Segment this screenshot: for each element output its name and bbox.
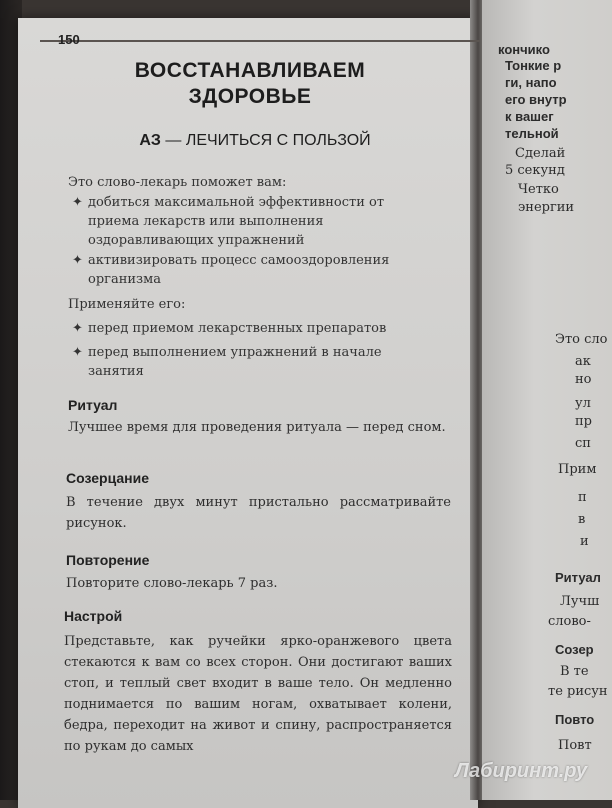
right-line: Повт: [558, 738, 592, 753]
right-line: Ритуал: [555, 570, 601, 585]
benefit-text: добиться максимальной эффективности от приема лекарств или выполнения оздоравливающих упражнений: [88, 195, 385, 248]
right-line: кончико: [498, 42, 550, 57]
benefit-item: [72, 251, 438, 289]
contemplation-heading: Созерцание: [66, 470, 150, 486]
right-line: энергии: [518, 200, 575, 215]
right-line: Повто: [555, 712, 595, 727]
repetition-text: Повторите слово-лекарь 7 раз.: [66, 576, 278, 591]
apply-text: перед приемом лекарственных препаратов: [88, 321, 387, 336]
right-line: Тонкие р: [505, 58, 562, 73]
right-line: и: [580, 534, 589, 549]
right-line: п: [578, 490, 587, 505]
ritual-heading: Ритуал: [68, 397, 118, 413]
mood-text: Представьте, как ручейки ярко-оранжевого цвета стекаются к вам со всех сторон. Они достигают ваших стоп, и теплый свет входит в ваше тело. Он медленно поднимается по вашим ногам, охватывает колени, бедра, переходит на живот и спину, распространяется по рукам до самых: [64, 634, 452, 754]
right-line: Четко: [518, 182, 559, 197]
right-line: Сделай: [515, 146, 566, 161]
right-line: Созер: [555, 642, 594, 657]
chapter-title: [120, 58, 380, 110]
right-line: ги, напо: [505, 75, 557, 90]
bullet-icon: ✦: [72, 345, 83, 360]
apply-item: [72, 343, 438, 381]
header-rule: [40, 40, 480, 42]
right-line: тельной: [505, 126, 559, 141]
watermark-logo: Лабиринт.ру: [455, 760, 588, 782]
section-title-text: — ЛЕЧИТЬСЯ С ПОЛЬЗОЙ: [165, 132, 371, 149]
right-line: В те: [560, 664, 589, 679]
right-line: пр: [575, 414, 592, 429]
page-number: 150: [58, 32, 80, 47]
apply-item: [72, 319, 438, 338]
chapter-title-line1: ВОССТАНАВЛИВАЕМ: [134, 59, 366, 82]
section-title: [110, 132, 400, 150]
bullet-icon: ✦: [72, 253, 83, 268]
right-line: те рисун: [548, 684, 608, 699]
section-code: АЗ: [139, 132, 161, 149]
right-line: Прим: [558, 462, 597, 477]
right-line: ул: [575, 396, 591, 411]
mood-heading: Настрой: [64, 608, 123, 624]
ritual-text: Лучшее время для проведения ритуала — перед сном.: [68, 420, 446, 435]
right-line: к вашег: [505, 109, 554, 124]
contemplation-text: В течение двух минут пристально рассматривайте рисунок.: [66, 495, 451, 531]
chapter-title-line2: ЗДОРОВЬЕ: [188, 85, 312, 108]
intro-text: Это слово-лекарь поможет вам:: [68, 175, 287, 190]
right-line: но: [575, 372, 592, 387]
right-line: слово-: [548, 614, 591, 629]
apply-label: Применяйте его:: [68, 297, 186, 312]
benefit-item: [72, 193, 438, 250]
right-line: ак: [575, 354, 591, 369]
right-line: Это сло: [555, 332, 608, 347]
bullet-icon: ✦: [72, 195, 83, 210]
right-line: его внутр: [505, 92, 567, 107]
right-line: Лучш: [560, 594, 600, 609]
repetition-heading: Повторение: [66, 552, 150, 568]
right-line: сп: [575, 436, 591, 451]
apply-text: перед выполнением упражнений в начале занятия: [88, 345, 382, 379]
bullet-icon: ✦: [72, 321, 83, 336]
benefit-text: активизировать процесс самооздоровления организма: [88, 253, 390, 287]
right-line: в: [578, 512, 586, 527]
right-line: 5 секунд: [505, 163, 565, 178]
